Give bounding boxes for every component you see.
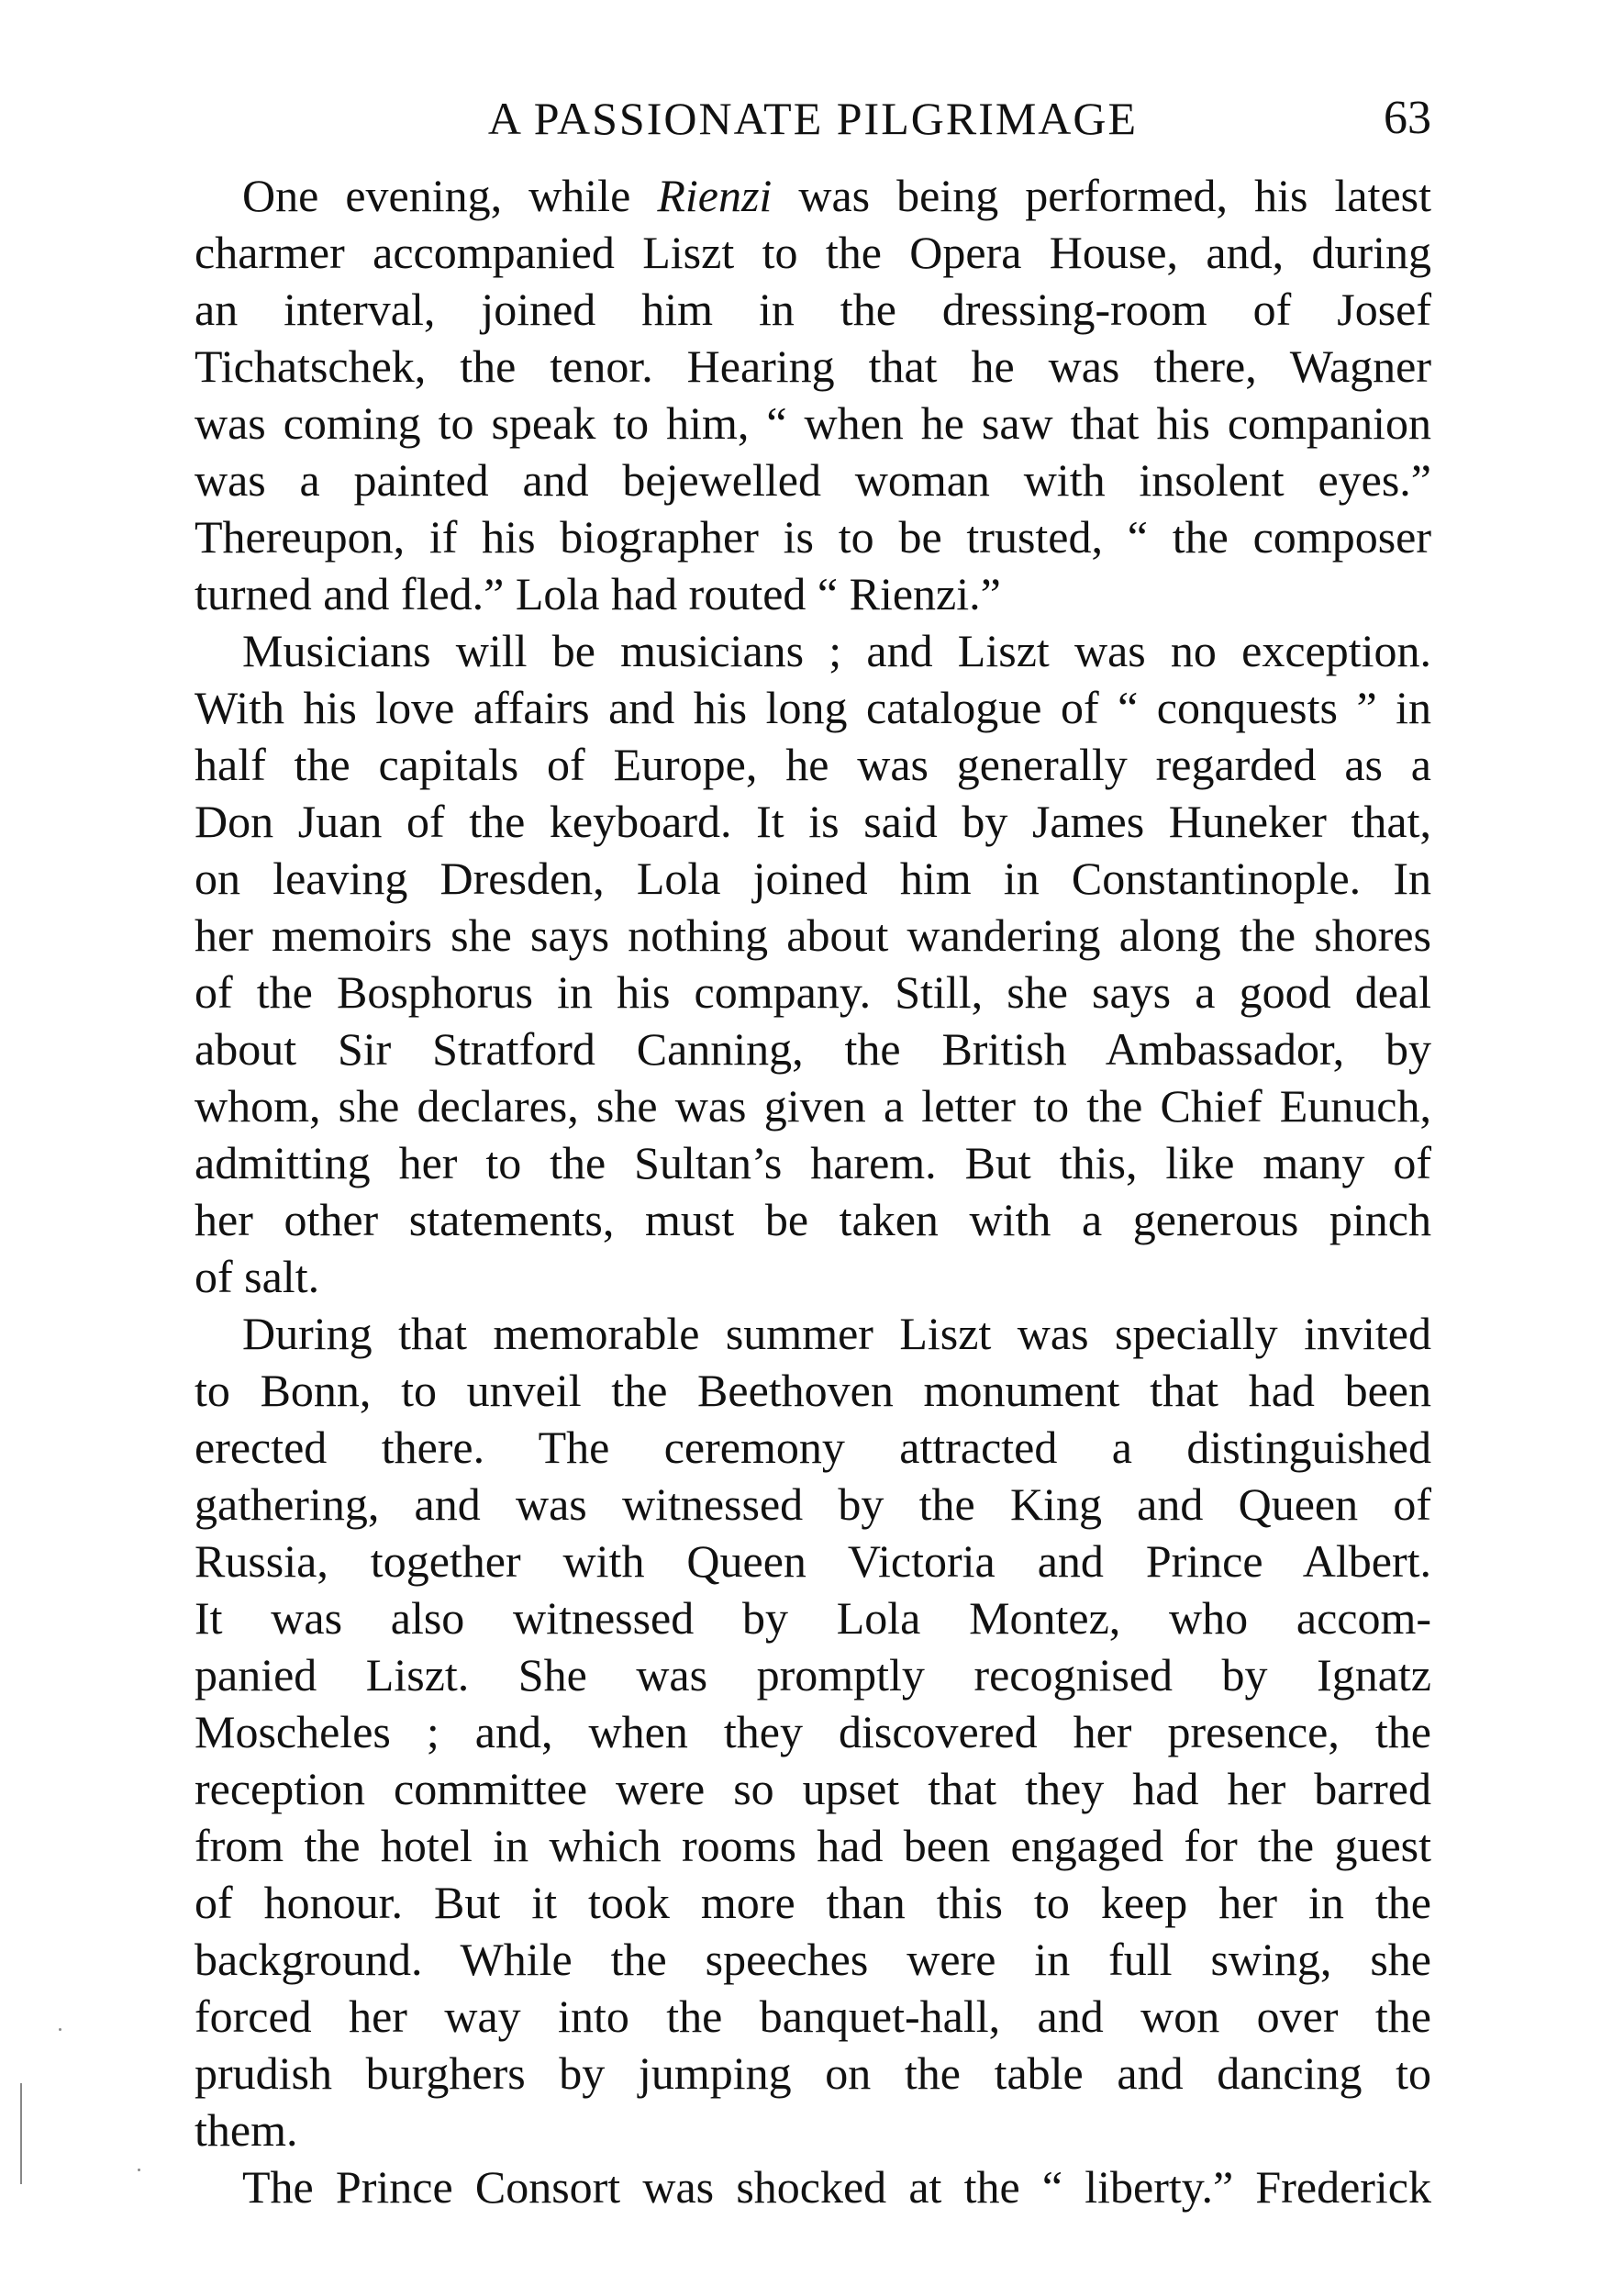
text-line: half the capitals of Europe, he was generally regarded as a — [195, 739, 1431, 790]
text-line: forced her way into the banquet-hall, and won over the — [195, 1991, 1431, 2042]
page-header — [195, 86, 1431, 151]
text-line: Thereupon, if his biographer is to be trusted, “ the composer — [195, 511, 1431, 563]
text-line: turned and fled.” Lola had routed “ Rienzi.” — [195, 568, 1001, 619]
text-line: Moscheles ; and, when they discovered her presence, the — [195, 1706, 1431, 1757]
text-line: of the Bosphorus in his company. Still, she says a good deal — [195, 966, 1431, 1018]
opera-title-italic: Rienzi — [657, 170, 773, 221]
text-line: her other statements, must be taken with a generous pinch — [195, 1194, 1431, 1245]
text-line: background. While the speeches were in full swing, she — [195, 1934, 1431, 1985]
text-line: The Prince Consort was shocked at the “ liberty.” Frederick — [242, 2161, 1431, 2213]
text-line: gathering, and was witnessed by the King and Queen of — [195, 1478, 1431, 1530]
text-line: of honour. But it took more than this to keep her in the — [195, 1877, 1431, 1928]
scan-mark — [138, 2169, 140, 2171]
text-line: about Sir Stratford Canning, the British Ambassador, by — [195, 1023, 1431, 1075]
scan-mark — [20, 2083, 22, 2184]
text-line: was a painted and bejewelled woman with insolent eyes.” — [195, 454, 1431, 506]
text-span: One evening, while — [242, 170, 658, 221]
text-line: Russia, together with Queen Victoria and Prince Albert. — [195, 1535, 1431, 1587]
running-title: A PASSIONATE PILGRIMAGE — [487, 93, 1139, 144]
paragraph-2 — [195, 622, 1431, 1305]
text-line: Musicians will be musicians ; and Liszt was no exception. — [242, 625, 1431, 676]
text-line: of salt. — [195, 1251, 320, 1302]
text-line: on leaving Dresden, Lola joined him in Constantinople. In — [195, 853, 1431, 904]
text-line: Don Juan of the keyboard. It is said by James Huneker that, — [195, 796, 1431, 847]
text-line: During that memorable summer Liszt was specially invited — [242, 1308, 1431, 1359]
text-line: an interval, joined him in the dressing-room of Josef — [195, 284, 1431, 335]
text-line: reception committee were so upset that they had her barred — [195, 1763, 1431, 1814]
paragraph-4 — [195, 2158, 1431, 2215]
text-span: was being performed, his latest — [772, 170, 1432, 221]
text-line: panied Liszt. She was promptly recognised by Ignatz — [195, 1649, 1431, 1701]
text-line: admitting her to the Sultan’s harem. But this, like many of — [195, 1137, 1431, 1188]
text-line: to Bonn, to unveil the Beethoven monument that had been — [195, 1365, 1431, 1416]
body-text — [195, 167, 1431, 2215]
paragraph-3 — [195, 1305, 1431, 2158]
text-line: Tichatschek, the tenor. Hearing that he was there, Wagner — [195, 340, 1431, 392]
scan-mark — [59, 2028, 61, 2031]
text-line: was coming to speak to him, “ when he saw that his companion — [195, 397, 1431, 449]
text-line: With his love affairs and his long catalogue of “ conquests ” in — [195, 682, 1431, 733]
text-line: whom, she declares, she was given a letter to the Chief Eunuch, — [195, 1080, 1431, 1132]
text-line: them. — [195, 2104, 298, 2156]
text-line: from the hotel in which rooms had been engaged for the guest — [195, 1820, 1431, 1871]
text-line: charmer accompanied Liszt to the Opera House, and, during — [195, 227, 1431, 278]
text-line: her memoirs she says nothing about wandering along the shores — [195, 909, 1431, 961]
text-line: prudish burghers by jumping on the table and dancing to — [195, 2047, 1431, 2099]
text-line: It was also witnessed by Lola Montez, who accom- — [195, 1592, 1431, 1644]
text-line: erected there. The ceremony attracted a distinguished — [195, 1422, 1431, 1473]
paragraph-1 — [195, 167, 1431, 622]
text-line — [195, 167, 1431, 224]
page-number: 63 — [1384, 92, 1431, 144]
